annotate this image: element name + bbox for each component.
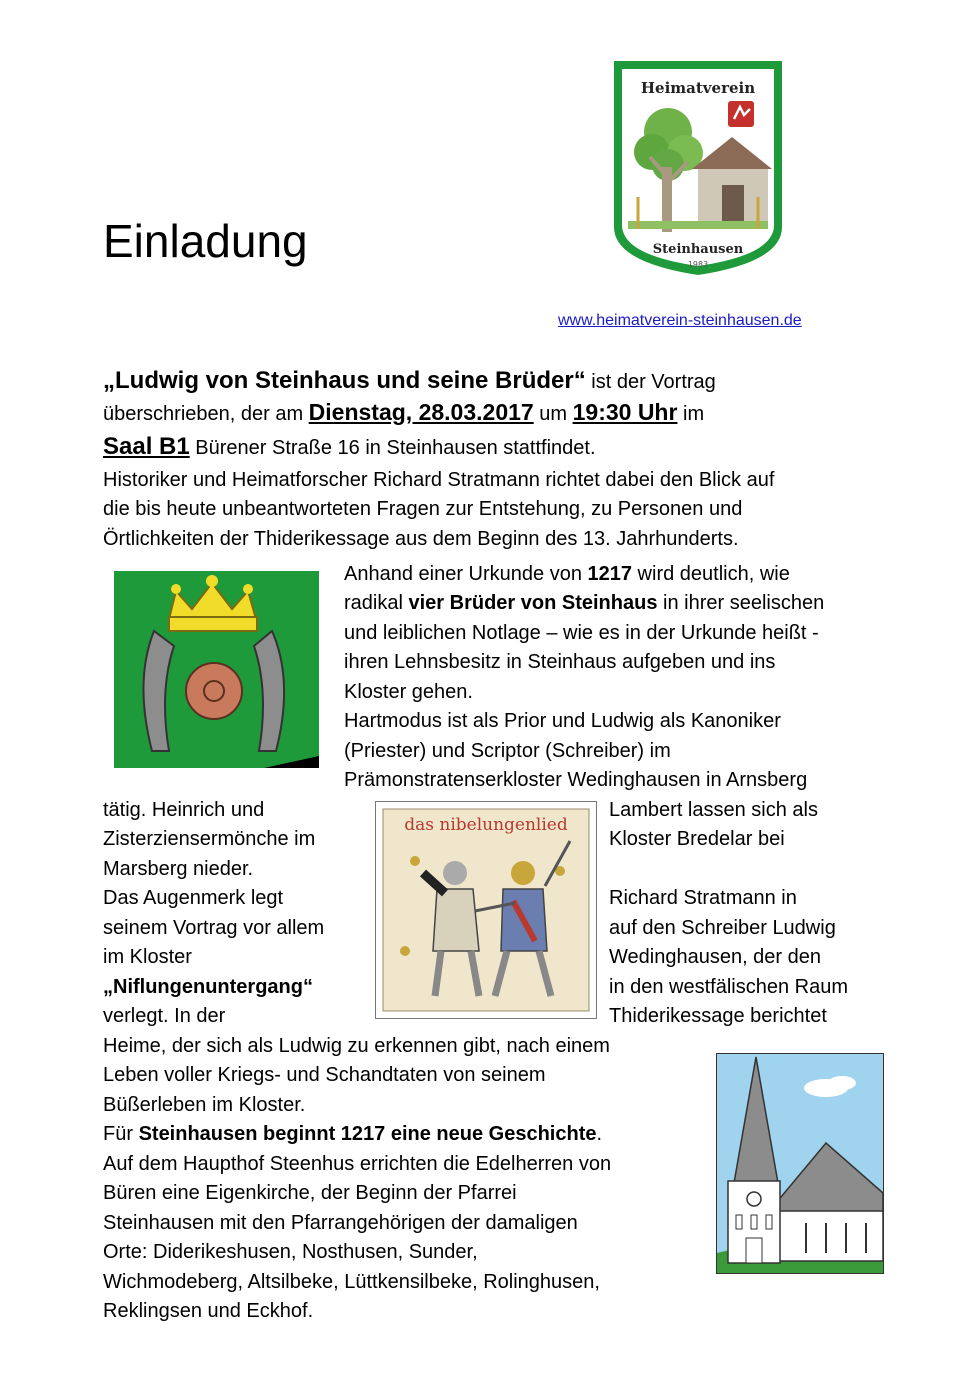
intro-line-1: [103, 366, 716, 398]
para3-line-1: Heime, der sich als Ludwig zu erkennen gibt, nach einem: [103, 1035, 610, 1057]
col-right-line-2: Kloster Bredelar bei: [609, 828, 785, 850]
para4-line-1-a: Für: [103, 1123, 139, 1145]
para2-year: 1217: [587, 563, 632, 585]
para2-line-2-a: radikal: [344, 592, 409, 614]
niflungen-title: „Niflungenuntergang“: [103, 976, 313, 998]
nibelungenlied-image: [375, 801, 597, 1019]
para2-line-4: ihren Lehnsbesitz in Steinhaus aufgeben und ins: [344, 651, 776, 673]
para2-line-2-b: in ihrer seelischen: [657, 592, 825, 614]
intro-line-1-rest: ist der Vortrag: [585, 371, 716, 393]
para4-line-4: Steinhausen mit den Pfarrangehörigen der damaligen: [103, 1212, 578, 1234]
para1-line-3: Örtlichkeiten der Thiderikessage aus dem Beginn des 13. Jahrhunderts.: [103, 528, 739, 550]
para2-line-1-a: Anhand einer Urkunde von: [344, 563, 588, 585]
new-history-headline: Steinhausen beginnt 1217 eine neue Geschichte: [138, 1123, 597, 1145]
para2-line-5: Kloster gehen.: [344, 681, 473, 703]
col-left-line-4: Das Augenmerk legt: [103, 887, 284, 909]
para2-line-3: und leiblichen Notlage – wie es in der Urkunde heißt -: [344, 622, 819, 644]
col-left-line-2: Zisterziensermönche im: [103, 828, 316, 850]
logo-top-text: Heimatverein: [640, 79, 756, 97]
para2-line-7: (Priester) und Scriptor (Schreiber) im: [344, 740, 671, 762]
intro-line-3: [103, 432, 596, 464]
para4-line-3: Büren eine Eigenkirche, der Beginn der Pfarrei: [103, 1182, 517, 1204]
col-right-line-8: Thiderikessage berichtet: [609, 1005, 827, 1027]
para2-line-1: [344, 560, 790, 590]
intro-line-2-a: überschrieben, der am: [103, 403, 309, 425]
logo-bottom-text: Steinhausen: [652, 242, 744, 257]
coat-of-arms-image: [114, 571, 319, 768]
col-right-line-5: auf den Schreiber Ludwig: [609, 917, 836, 939]
col-left-line-1: tätig. Heinrich und: [103, 799, 265, 821]
page-title: Einladung: [103, 215, 308, 267]
para3-line-3: Büßerleben im Kloster.: [103, 1094, 306, 1116]
intro-line-2-um: um: [533, 403, 573, 425]
intro-line-2-im: im: [677, 403, 705, 425]
event-date: Dienstag, 28.03.2017: [308, 399, 534, 425]
para2-line-1-b: wird deutlich, wie: [632, 563, 790, 585]
col-right-line-1: Lambert lassen sich als: [609, 799, 818, 821]
intro-line-3-rest: Bürener Straße 16 in Steinhausen stattfindet.: [189, 437, 596, 459]
para4-line-5: Orte: Diderikeshusen, Nosthusen, Sunder,: [103, 1241, 478, 1263]
para4-line-2: Auf dem Haupthof Steenhus errichten die Edelherren von: [103, 1153, 612, 1175]
para3-line-2: Leben voller Kriegs- und Schandtaten von seinem: [103, 1064, 546, 1086]
col-right-line-6: Wedinghausen, der den: [609, 946, 822, 968]
event-time: 19:30 Uhr: [572, 399, 678, 425]
para4-line-7: Reklingsen und Eckhof.: [103, 1300, 314, 1322]
church-image: [716, 1053, 884, 1274]
para2-brothers: vier Brüder von Steinhaus: [408, 592, 658, 614]
col-left-line-3: Marsberg nieder.: [103, 858, 254, 880]
heimatverein-logo: [610, 57, 786, 279]
col-left-line-5: seinem Vortrag vor allem: [103, 917, 325, 939]
col-right-line-7: in den westfälischen Raum: [609, 976, 849, 998]
intro-line-2: [103, 398, 704, 430]
col-left-line-7: [103, 973, 313, 1003]
para1-line-1: Historiker und Heimatforscher Richard Stratmann richtet dabei den Blick auf: [103, 469, 775, 491]
col-left-line-8: verlegt. In der: [103, 1005, 226, 1027]
website-link[interactable]: www.heimatverein-steinhausen.de: [558, 312, 802, 329]
event-room: Saal B1: [103, 433, 190, 460]
para1-line-2: die bis heute unbeantworteten Fragen zur Entstehung, zu Personen und: [103, 498, 743, 520]
para4-line-1-b: .: [596, 1123, 603, 1145]
col-left-line-6: im Kloster: [103, 946, 192, 968]
para2-line-8: Prämonstratenserkloster Wedinghausen in Arnsberg: [344, 769, 808, 791]
para2-line-6: Hartmodus ist als Prior und Ludwig als Kanoniker: [344, 710, 781, 732]
book-caption: das nibelungenlied: [404, 815, 568, 835]
para4-line-6: Wichmodeberg, Altsilbeke, Lüttkensilbeke, Rolinghusen,: [103, 1271, 600, 1293]
para4-line-1: [103, 1120, 602, 1150]
logo-year: 1983: [687, 260, 709, 269]
col-right-line-4: Richard Stratmann in: [609, 887, 797, 909]
para2-line-2: [344, 589, 824, 619]
lecture-title: „Ludwig von Steinhaus und seine Brüder“: [103, 367, 586, 394]
